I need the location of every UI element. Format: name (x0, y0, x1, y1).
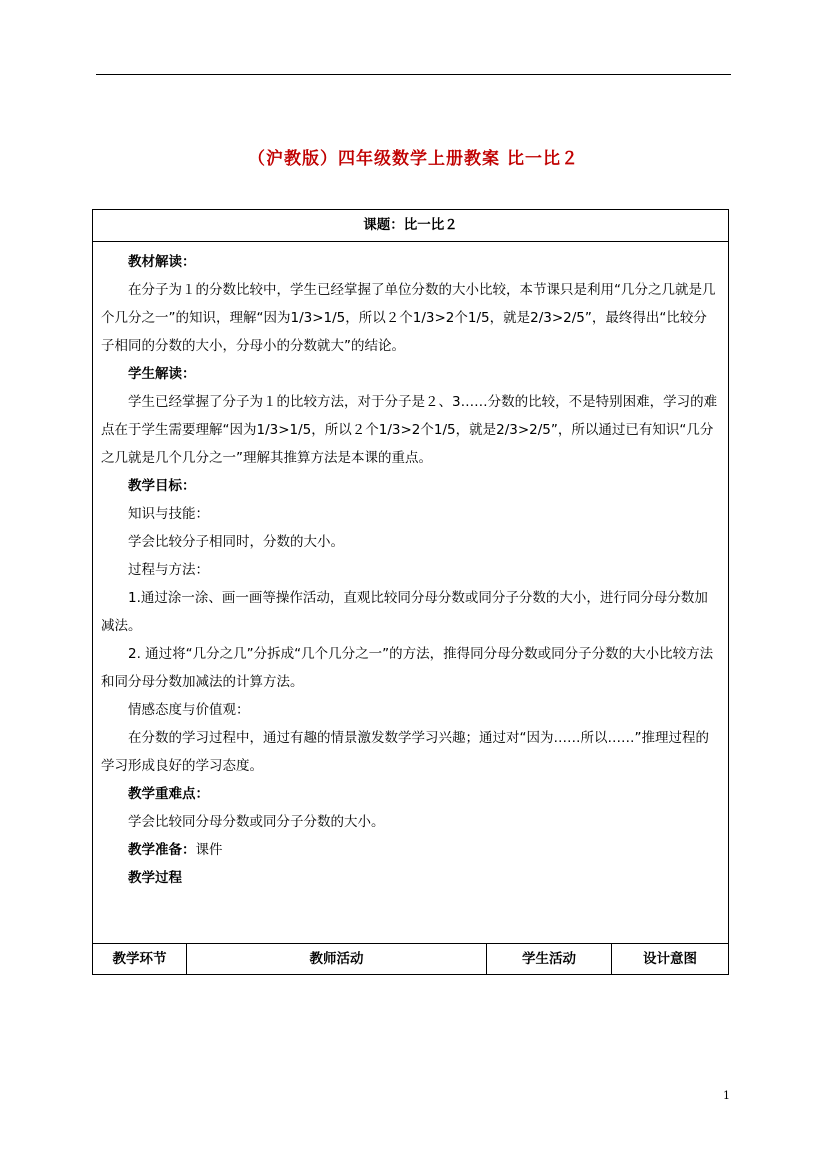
material-text: 在分子为１的分数比较中，学生已经掌握了单位分数的大小比较，本节课只是利用“几分之几就是几个几分之一”的知识，理解“因为1/3>1/5，所以２个1/3>2个1/5，就是2/3>2/5”，最终得出“比较分子相同的分数的大小，分母小的分数就大”的结论。 (101, 282, 716, 354)
content-cell (93, 242, 728, 943)
process-label: 过程与方法： (128, 562, 209, 578)
prep-text: 课件 (195, 842, 223, 858)
document-title: （沪教版）四年级数学上册教案 比一比２ (248, 149, 579, 169)
topic-row: 课题：比一比２ (93, 210, 728, 242)
column-header-row (93, 943, 728, 974)
student-text: 学生已经掌握了分子为１的比较方法，对于分子是２、3……分数的比较，不是特别困难，学习的难点在于学生需要理解“因为1/3>1/5，所以２个1/3>2个1/5，就是2/3>2/5”，所以通过已有知识“几分之几就是几个几分之一”理解其推算方法是本课的重点。 (101, 394, 718, 466)
goals-heading: 教学目标： (128, 478, 196, 494)
prep-line (101, 836, 720, 864)
difficulty-text: 学会比较同分母分数或同分子分数的大小。 (128, 814, 385, 830)
lesson-plan-table (92, 209, 729, 975)
column-header-teacher: 教师活动 (187, 944, 487, 974)
column-header-student: 学生活动 (487, 944, 612, 974)
prep-heading: 教学准备： (128, 842, 196, 858)
emotion-text: 在分数的学习过程中，通过有趣的情景激发数学学习兴趣；通过对“因为……所以……”推理过程的学习形成良好的学习态度。 (101, 730, 709, 774)
column-header-stage: 教学环节 (93, 944, 187, 974)
emotion-label: 情感态度与价值观： (128, 702, 250, 718)
student-heading: 学生解读： (128, 366, 196, 382)
process-heading: 教学过程 (128, 870, 182, 886)
page-number: 1 (723, 1089, 730, 1102)
knowledge-label: 知识与技能： (128, 506, 209, 522)
material-heading: 教材解读： (128, 254, 196, 270)
difficulty-heading: 教学重难点： (128, 786, 209, 802)
column-header-intent: 设计意图 (643, 951, 697, 967)
process-item-2: 2. 通过将“几分之几”分拆成“几个几分之一”的方法，推得同分母分数或同分子分数的大小比较方法和同分母分数加减法的计算方法。 (101, 646, 714, 690)
knowledge-text: 学会比较分子相同时，分数的大小。 (128, 534, 344, 550)
process-item-1: 1.通过涂一涂、画一画等操作活动，直观比较同分母分数或同分子分数的大小，进行同分母分数加减法。 (101, 590, 708, 634)
header-rule (96, 74, 731, 75)
